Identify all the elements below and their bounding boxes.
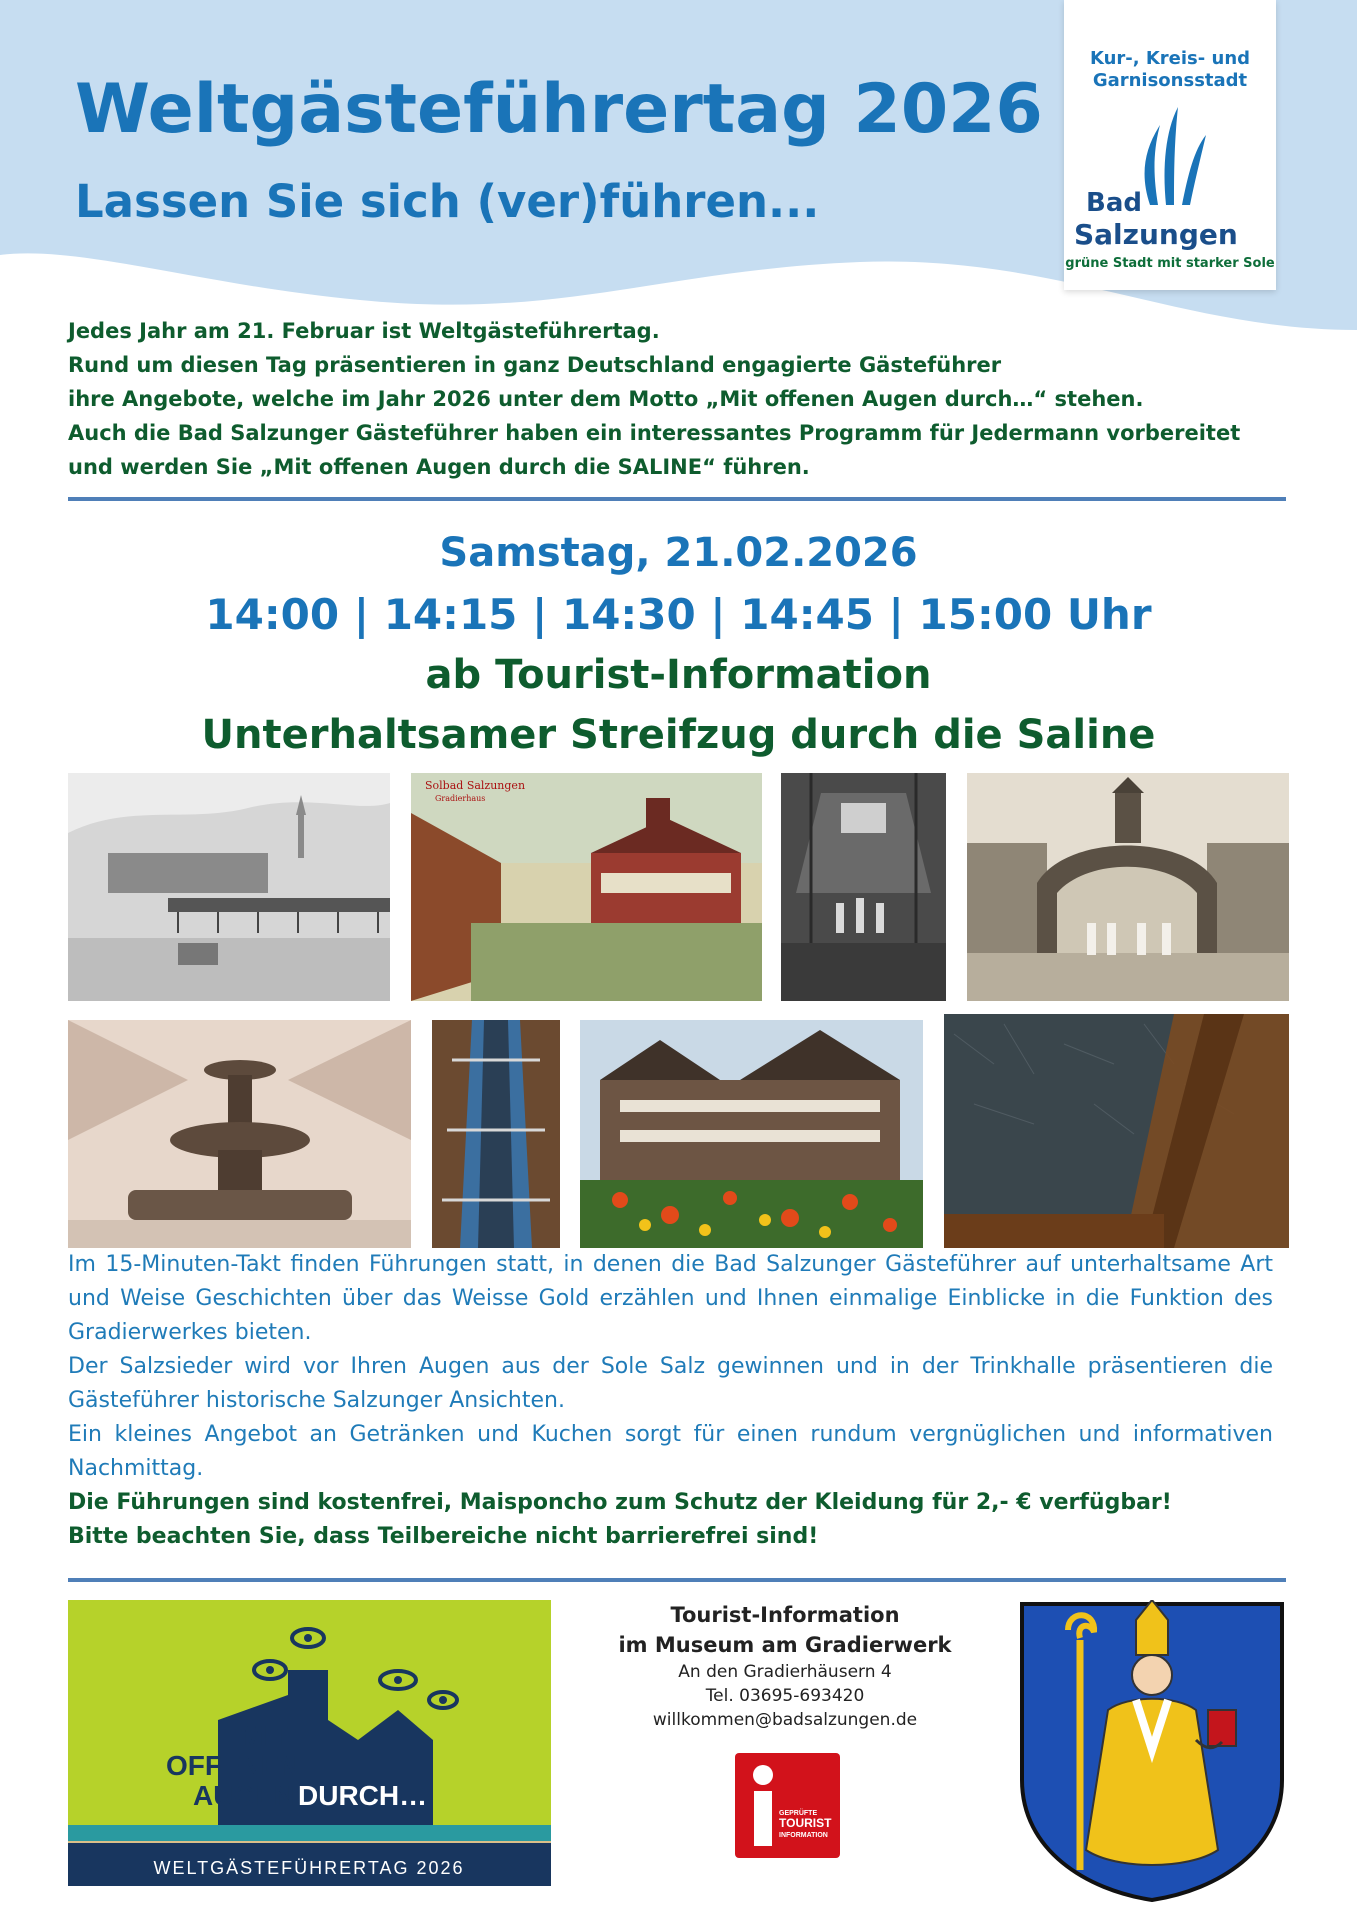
intro-line: Jedes Jahr am 21. Februar ist Weltgästeführertag.	[68, 319, 660, 343]
event-date: Samstag, 21.02.2026	[439, 530, 918, 576]
city-logo-name-1: Bad	[1086, 188, 1142, 218]
photo-brine-channel	[432, 1020, 560, 1248]
photo-blackthorn-wall	[944, 1014, 1289, 1248]
intro-text	[68, 314, 1308, 484]
contact-phone: Tel. 03695-693420	[705, 1686, 865, 1706]
description-paragraph: Der Salzsieder wird vor Ihren Augen aus der Sole Salz gewinnen und in der Trinkhalle präsentieren die Gästeführer historische Salzunger Ansichten.	[68, 1354, 1273, 1413]
divider	[68, 1578, 1286, 1582]
wgf-logo-band: WELTGÄSTEFÜHRERTAG 2026	[153, 1858, 465, 1878]
intro-line: Auch die Bad Salzunger Gästeführer haben ein interessantes Programm für Jedermann vorbereitet	[68, 421, 1241, 445]
event-times: 14:00 | 14:15 | 14:30 | 14:45 | 15:00 Uhr	[205, 590, 1152, 639]
wgf-logo-line1: MIT	[240, 1720, 289, 1751]
wgf-logo-line3b: DURCH…	[298, 1780, 428, 1811]
wgf-logo	[68, 1600, 551, 1886]
intro-line: Rund um diesen Tag präsentieren in ganz Deutschland engagierte Gästeführer	[68, 353, 1002, 377]
contact-title: Tourist-Information	[670, 1603, 900, 1627]
event-name: Unterhaltsamer Streifzug durch die Saline	[201, 712, 1156, 758]
city-logo-claim: grüne Stadt mit starker Sole	[1065, 256, 1275, 271]
city-logo-tagline: Kur-, Kreis- und Garnisonsstadt	[1089, 48, 1251, 91]
description-text	[68, 1248, 1273, 1554]
page-subtitle: Lassen Sie sich (ver)führen...	[75, 175, 820, 228]
photo-historic-engraving	[68, 773, 390, 1001]
notice-accessibility: Bitte beachten Sie, dass Teilbereiche nicht barrierefrei sind!	[68, 1524, 819, 1549]
postcard-caption: Solbad Salzungen	[425, 779, 526, 792]
notice-cost: Die Führungen sind kostenfrei, Maisponcho zum Schutz der Kleidung für 2,- € verfügbar!	[68, 1490, 1172, 1515]
photo-historic-hall-interior	[781, 773, 946, 1001]
badge-line2: INFORMATION	[779, 1832, 828, 1839]
contact-email: willkommen@badsalzungen.de	[652, 1710, 918, 1730]
intro-line: und werden Sie „Mit offenen Augen durch die SALINE“ führen.	[68, 455, 810, 479]
description-paragraph: Ein kleines Angebot an Getränken und Kuchen sorgt für einen rundum vergnüglichen und informativen Nachmittag.	[68, 1422, 1273, 1481]
contact-address: An den Gradierhäusern 4	[678, 1662, 892, 1682]
wgf-logo-line2: OFFENEN	[166, 1750, 300, 1781]
city-logo	[1064, 0, 1276, 290]
contact-subtitle: im Museum am Gradierwerk	[618, 1633, 952, 1657]
photo-historic-trinkhalle	[967, 773, 1289, 1001]
photo-postcard-gradierhaus	[411, 773, 762, 1001]
postcard-subcaption: Gradierhaus	[435, 794, 486, 803]
photo-fountain-mist	[68, 1020, 411, 1248]
city-logo-name-2: Salzungen	[1074, 218, 1238, 251]
event-location: ab Tourist-Information	[425, 652, 932, 698]
contact-info	[590, 1600, 980, 1732]
badge-line1: TOURIST	[779, 1816, 832, 1830]
fountain-icon	[1130, 105, 1210, 215]
coat-of-arms-icon	[1018, 1600, 1286, 1904]
page-title: Weltgästeführertag 2026	[75, 70, 1043, 149]
description-paragraph: Im 15-Minuten-Takt finden Führungen statt, in denen die Bad Salzunger Gästeführer auf unterhaltsame Art und Weise Geschichten über das Weisse Gold erzählen und Ihnen einmalige Einblicke in die Funktion des Gradierwerkes bieten.	[68, 1252, 1273, 1345]
intro-line: ihre Angebote, welche im Jahr 2026 unter dem Motto „Mit offenen Augen durch…“ stehen.	[68, 387, 1144, 411]
divider	[68, 497, 1286, 501]
tourist-information-badge	[735, 1753, 840, 1858]
photo-trinkhalle-facade-flowers	[580, 1020, 923, 1248]
badge-small: GEPRÜFTE	[779, 1810, 818, 1817]
wgf-logo-line3: AUGEN	[193, 1780, 295, 1811]
